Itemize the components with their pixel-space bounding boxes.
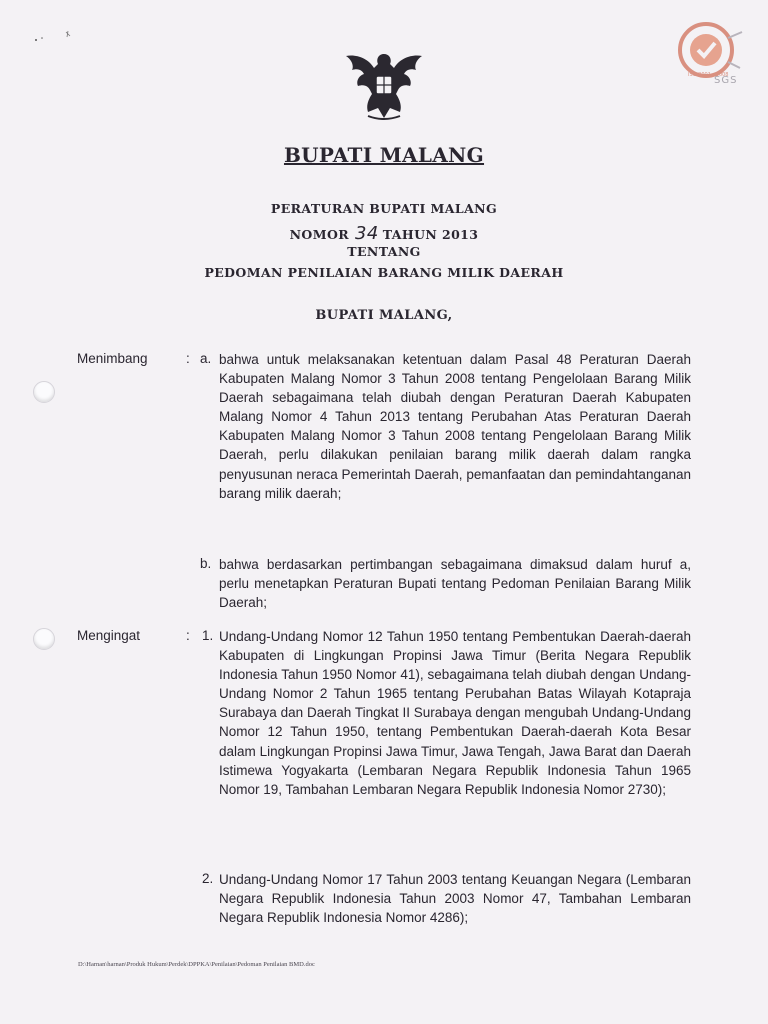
handwritten-number: 34	[355, 223, 379, 244]
mengingat-label: Mengingat	[77, 628, 141, 643]
menimbang-colon: :	[186, 351, 190, 366]
menimbang-item-a: bahwa untuk melaksanakan ketentuan dalam Pasal 48 Peraturan Daerah Kabupaten Malang Nomor 3 Tahun 2008 tentang Pengelolaan Barang Milik Daerah sebagaimana telah diubah dengan Peraturan Daerah Kabupaten Malang Nomor 4 Tahun 2013 tentang Perubahan Atas Peraturan Daerah Kabupaten Malang Nomor 3 Tahun 2008 tentang Pengelolaan Barang Milik Daerah, perlu dilakukan penilaian barang milik daerah dalam rangka penyusunan neraca Pemerintah Daerah, pemanfaatan dan pemindahtanganan barang milik daerah;	[219, 352, 691, 501]
mengingat-item-1: Undang-Undang Nomor 12 Tahun 1950 tentang Pembentukan Daerah-daerah Kabupaten di Lingkungan Propinsi Jawa Timur (Berita Negara Republik Indonesia Tahun 1950 Nomor 41), sebagaimana telah diubah dengan Undang-Undang Nomor 2 Tahun 1965 tentang Perubahan Batas Wilayah Kotapraja Surabaya dan Daerah Tingkat II Surabaya dengan mengubah Undang-Undang Nomor 12 Tahun 1950, tentang Pembentukan Daerah-daerah Kota Besar dalam Lingkungan Propinsi Jawa Timur, Jawa Tengah, Jawa Barat dan Daerah Istimewa Yogyakarta (Lembaran Negara Republik Indonesia Tahun 1965 Nomor 19, Tambahan Lembaran Negara Republik Indonesia Nomor 2730);	[219, 629, 691, 797]
document-title: BUPATI MALANG	[283, 143, 485, 167]
regulation-number-line	[0, 223, 768, 244]
punch-hole	[33, 628, 55, 650]
tentang-line: TENTANG	[347, 244, 421, 259]
mengingat-colon: :	[186, 628, 190, 643]
item-marker: b.	[200, 556, 212, 571]
scan-specks	[30, 30, 90, 44]
item-marker: a.	[200, 351, 212, 366]
punch-hole	[33, 381, 55, 403]
file-path-footer: D:\Harnan\harnan\Produk Hukum\Perdek\DPPKA\Penilaian\Pedoman Penilaian BMD.doc	[78, 961, 315, 968]
item-marker: 2.	[202, 871, 214, 886]
menimbang-label: Menimbang	[77, 351, 148, 366]
regulation-line: PERATURAN BUPATI MALANG	[270, 201, 498, 216]
garuda-emblem	[338, 48, 430, 124]
item-marker: 1.	[202, 628, 214, 643]
seal-ring-text: ISO 9001 : 2008	[688, 72, 729, 78]
authority-line: BUPATI MALANG,	[315, 308, 453, 323]
menimbang-item-b: bahwa berdasarkan pertimbangan sebagaimana dimaksud dalam huruf a, perlu menetapkan Peraturan Bupati tentang Pedoman Penilaian Barang Milik Daerah;	[219, 557, 691, 611]
tahun-label: TAHUN 2013	[382, 227, 479, 242]
subject-line: PEDOMAN PENILAIAN BARANG MILIK DAERAH	[204, 265, 564, 280]
seal-label: SGS	[714, 75, 738, 86]
mengingat-item-2: Undang-Undang Nomor 17 Tahun 2003 tentang Keuangan Negara (Lembaran Negara Republik Indonesia Tahun 2003 Nomor 47, Tambahan Lembaran Negara Republik Indonesia Nomor 4286);	[219, 872, 691, 926]
nomor-label: NOMOR	[289, 227, 350, 242]
